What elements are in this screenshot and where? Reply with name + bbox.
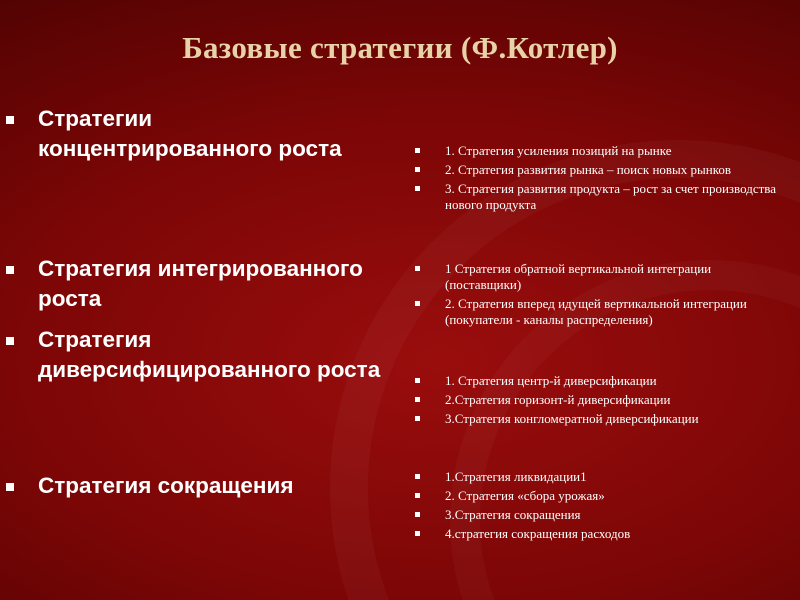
- right-list-item: [445, 296, 785, 328]
- right-list-item: [445, 143, 785, 159]
- right-item-text: 2.Стратегия горизонт-й диверсификации: [445, 392, 671, 407]
- square-bullet-icon: [415, 493, 420, 498]
- square-bullet-icon: [6, 116, 14, 124]
- left-item-text: Стратегии концентрированного роста: [38, 106, 342, 161]
- right-group-reduction: [445, 469, 785, 545]
- right-item-text: 2. Стратегия развития рынка – поиск новых рынков: [445, 162, 732, 177]
- right-item-text: 3.Стратегия сокращения: [445, 507, 581, 522]
- left-list-item: [38, 325, 388, 385]
- square-bullet-icon: [415, 148, 420, 153]
- right-list-item: [445, 507, 785, 523]
- right-group-diversified: [445, 373, 785, 430]
- right-item-text: 4.стратегия сокращения расходов: [445, 526, 631, 541]
- square-bullet-icon: [6, 337, 14, 345]
- right-item-text: 1 Стратегия обратной вертикальной интеграции (поставщики): [445, 261, 712, 292]
- right-list-item: [445, 261, 785, 293]
- square-bullet-icon: [415, 266, 420, 271]
- square-bullet-icon: [415, 378, 420, 383]
- right-group-integrated: [445, 261, 785, 331]
- right-group-concentrated: [445, 143, 785, 216]
- square-bullet-icon: [415, 474, 420, 479]
- left-item-text: Стратегия диверсифицированного роста: [38, 327, 381, 382]
- left-item-text: Стратегия интегрированного роста: [38, 256, 363, 311]
- right-item-text: 2. Стратегия вперед идущей вертикальной интеграции (покупатели - каналы распределения): [445, 296, 747, 327]
- square-bullet-icon: [415, 301, 420, 306]
- left-list-item: [38, 254, 388, 314]
- right-list-item: [445, 181, 785, 213]
- slide-title: Базовые стратегии (Ф.Котлер): [182, 30, 618, 65]
- square-bullet-icon: [415, 531, 420, 536]
- square-bullet-icon: [415, 167, 420, 172]
- right-item-text: 3. Стратегия развития продукта – рост за счет производства нового продукта: [445, 181, 777, 212]
- right-item-text: 1. Стратегия усиления позиций на рынке: [445, 143, 672, 158]
- square-bullet-icon: [415, 186, 420, 191]
- right-list-item: [445, 411, 785, 427]
- left-item-text: Стратегия сокращения: [38, 473, 294, 498]
- square-bullet-icon: [415, 512, 420, 517]
- right-item-text: 3.Стратегия конгломератной диверсификации: [445, 411, 699, 426]
- left-list-item: [38, 104, 388, 164]
- right-list-item: [445, 526, 785, 542]
- right-item-text: 1. Стратегия центр-й диверсификации: [445, 373, 657, 388]
- right-list-item: [445, 373, 785, 389]
- square-bullet-icon: [415, 397, 420, 402]
- square-bullet-icon: [415, 416, 420, 421]
- square-bullet-icon: [6, 266, 14, 274]
- square-bullet-icon: [6, 483, 14, 491]
- left-list-item: [38, 471, 388, 501]
- right-list-item: [445, 469, 785, 485]
- right-list-item: [445, 392, 785, 408]
- right-list-item: [445, 162, 785, 178]
- right-item-text: 1.Стратегия ликвидации1: [445, 469, 587, 484]
- right-list-item: [445, 488, 785, 504]
- right-item-text: 2. Стратегия «сбора урожая»: [445, 488, 605, 503]
